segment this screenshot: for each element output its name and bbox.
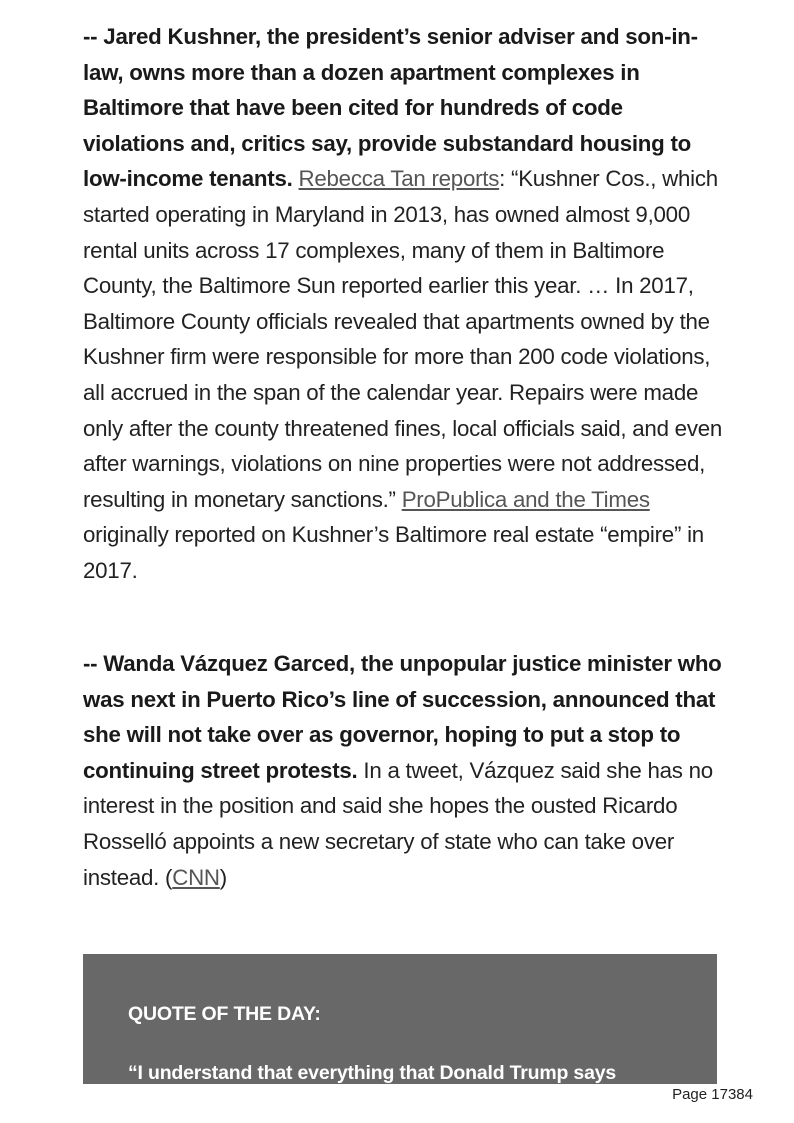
quote-heading: QUOTE OF THE DAY: <box>128 1003 321 1025</box>
news-item-body-end: originally reported on Kushner’s Baltimore real estate “empire” in 2017. <box>83 522 704 583</box>
rebecca-tan-link[interactable]: Rebecca Tan reports <box>298 166 500 192</box>
news-item-body: : “Kushner Cos., which started operating in Maryland in 2013, has owned almost 9,000 rental units across 17 complexes, many of them in Baltimore County, the Baltimore Sun reported earlier this year. … In 2017, Baltimore County officials revealed that apartments owned by the Kushner firm were responsible for more than 200 code violations, all accrued in the span of the calendar year. Repairs were made only after the county threatened fines, local officials said, and even after warnings, violations on nine properties were not addressed, resulting in monetary sanctions.” <box>83 166 723 512</box>
quote-text: “I understand that everything that Donald Trump says <box>128 1062 617 1084</box>
cnn-link[interactable]: CNN <box>172 864 220 890</box>
news-item-vazquez <box>83 646 723 895</box>
news-item-kushner <box>83 19 723 589</box>
quote-of-the-day-box <box>83 954 717 1084</box>
article-body <box>83 0 723 1084</box>
news-item-body: In a tweet, Vázquez said she has no interest in the position and said she hopes the ousted Ricardo Rosselló appoints a new secretary of state who can take over instead. ( <box>83 757 713 890</box>
page-number: Page 17384 <box>672 1086 753 1103</box>
news-item-lead: -- Jared Kushner, the president’s senior adviser and son-in-law, owns more than a dozen apartment complexes in Baltimore that have been cited for hundreds of code violations and, critics say, provide substandard housing to low-income tenants. <box>83 24 698 192</box>
news-item-body-end: ) <box>219 864 227 890</box>
news-item-lead: -- Wanda Vázquez Garced, the unpopular justice minister who was next in Puerto Rico’s line of succession, announced that she will not take over as governor, hoping to put a stop to continuing street protests. <box>83 651 722 783</box>
propublica-times-link[interactable]: ProPublica and the Times <box>401 486 650 512</box>
